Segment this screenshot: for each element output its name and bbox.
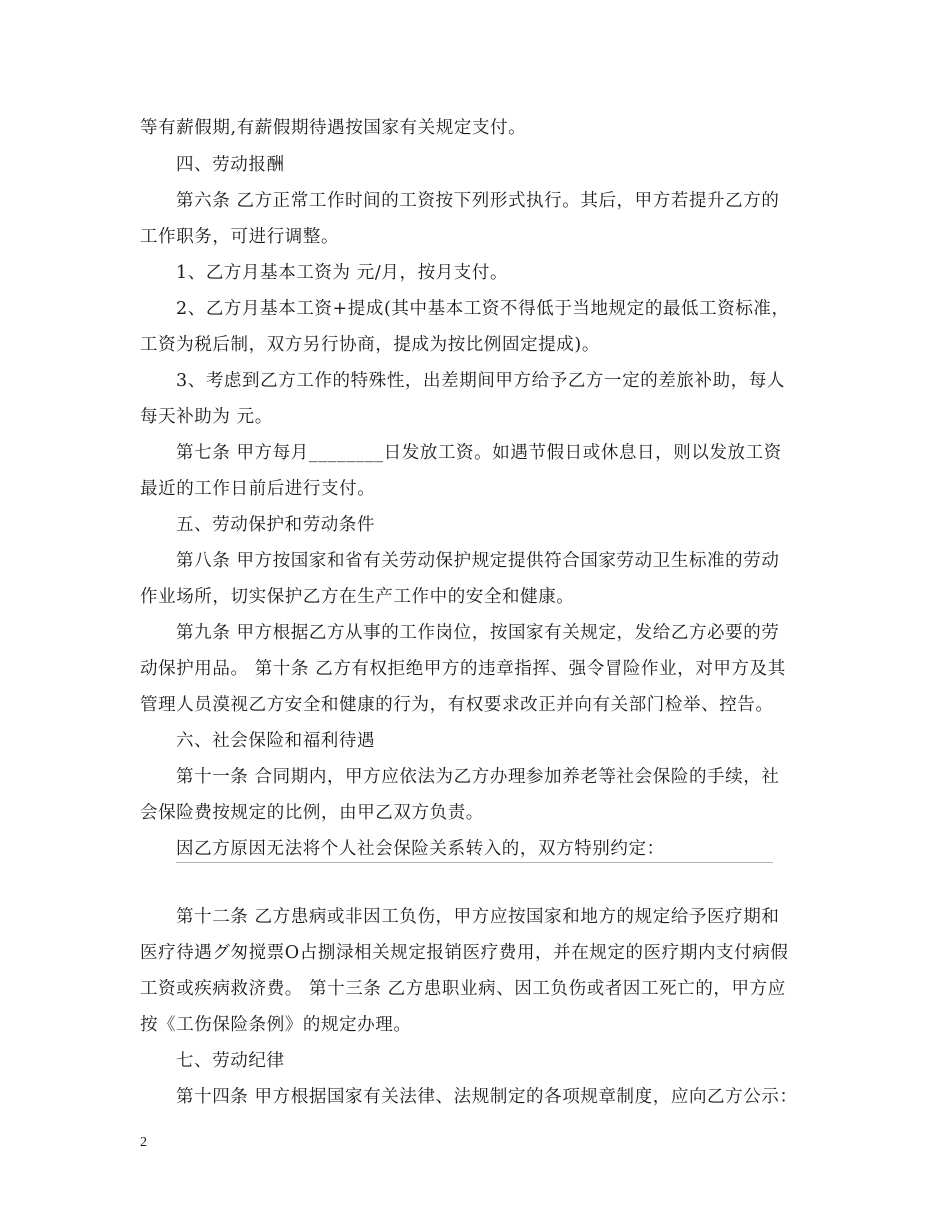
section-heading: 六、社会保险和福利待遇 — [176, 731, 376, 751]
text-line: 第十二条 乙方患病或非因工负伤，甲方应按国家和地方的规定给予医疗期和 — [176, 907, 780, 927]
section-heading: 四、劳动报酬 — [176, 155, 285, 175]
section-heading: 七、劳动纪律 — [176, 1051, 285, 1071]
text-line: 第七条 甲方每月________日发放工资。如遇节假日或休息日，则以发放工资 — [176, 443, 782, 463]
text-line: 工资或疾病救济费。 第十三条 乙方患职业病、因工负伤或者因工死亡的，甲方应 — [140, 979, 786, 999]
text-line: 3、考虑到乙方工作的特殊性，出差期间甲方给予乙方一定的差旅补助，每人 — [176, 371, 786, 391]
text-line: 会保险费按规定的比例，由甲乙双方负责。 — [140, 803, 484, 823]
text-line: 医疗待遇グ匆搅票О占捌渌相关规定报销医疗费用，并在规定的医疗期内支付病假 — [140, 943, 789, 963]
section-heading: 五、劳动保护和劳动条件 — [176, 515, 376, 535]
text-line: 作业场所，切实保护乙方在生产工作中的安全和健康。 — [140, 587, 575, 607]
text-line: 动保护用品。 第十条 乙方有权拒绝甲方的违章指挥、强令冒险作业，对甲方及其 — [140, 659, 786, 679]
text-line: 第十四条 甲方根据国家有关法律、法规制定的各项规章制度，应向乙方公示： — [176, 1087, 798, 1107]
text-line: 每天补助为 元。 — [140, 407, 273, 427]
text-line: 1、乙方月基本工资为 元/月，按月支付。 — [176, 263, 509, 283]
text-line: 最近的工作日前后进行支付。 — [140, 479, 376, 499]
text-line: 2、乙方月基本工资+提成(其中基本工资不得低于当地规定的最低工资标准， — [176, 299, 790, 319]
text-line: 工资为税后制，双方另行协商，提成为按比例固定提成)。 — [140, 335, 600, 355]
page-number: 2 — [140, 1135, 147, 1150]
text-line: 第八条 甲方按国家和省有关劳动保护规定提供符合国家劳动卫生标准的劳动 — [176, 551, 780, 571]
text-line: 等有薪假期,有薪假期待遇按国家有关规定支付。 — [140, 118, 527, 138]
fill-in-rule — [176, 862, 773, 863]
text-line: 管理人员漠视乙方安全和健康的行为，有权要求改正并向有关部门检举、控告。 — [140, 695, 774, 715]
text-line: 第六条 乙方正常工作时间的工资按下列形式执行。其后，甲方若提升乙方的 — [176, 191, 780, 211]
text-line: 第九条 甲方根据乙方从事的工作岗位，按国家有关规定，发给乙方必要的劳 — [176, 623, 780, 643]
text-line: 按《工伤保险条例》的规定办理。 — [140, 1015, 412, 1035]
text-line: 第十一条 合同期内，甲方应依法为乙方办理参加养老等社会保险的手续，社 — [176, 767, 780, 787]
text-line: 工作职务，可进行调整。 — [140, 227, 340, 247]
text-line: 因乙方原因无法将个人社会保险关系转入的，双方特别约定： — [176, 839, 665, 859]
